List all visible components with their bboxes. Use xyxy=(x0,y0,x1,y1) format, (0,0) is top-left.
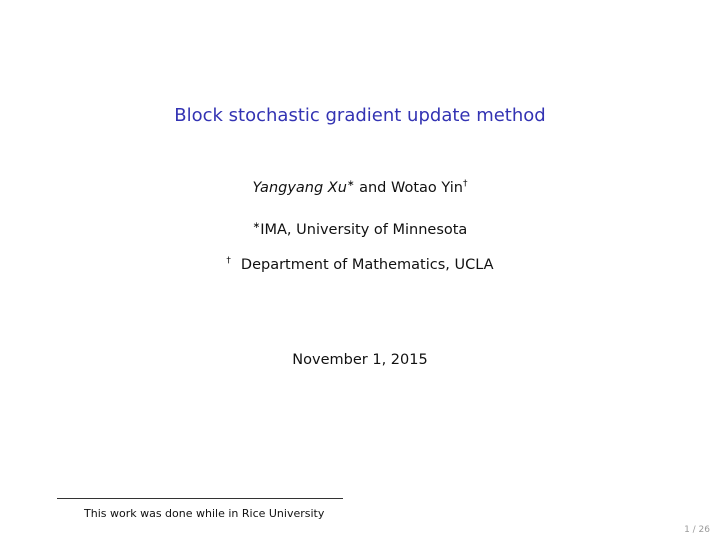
affiliation-ucla xyxy=(0,257,720,273)
author-xu-mark: ∗ xyxy=(346,179,355,189)
slide-title: Block stochastic gradient update method xyxy=(174,105,546,126)
affiliation-ima-text: IMA, University of Minnesota xyxy=(260,222,468,238)
author-line xyxy=(0,180,720,196)
affiliation-ima-mark: ∗ xyxy=(252,221,261,231)
page-number: 1 / 26 xyxy=(684,525,710,535)
affiliation-ucla-mark: † xyxy=(226,256,231,266)
affiliation-ucla-text: Department of Mathematics, UCLA xyxy=(240,257,494,273)
footnote-divider xyxy=(57,498,343,499)
author-yin: Wotao Yin xyxy=(390,180,463,196)
presentation-date: November 1, 2015 xyxy=(292,352,428,368)
affiliation-ima xyxy=(0,222,720,238)
author-connector: and xyxy=(359,180,387,196)
author-yin-mark: † xyxy=(462,179,468,189)
author-xu: Yangyang Xu xyxy=(252,180,347,196)
footnote: This work was done while in Rice University xyxy=(84,507,325,520)
